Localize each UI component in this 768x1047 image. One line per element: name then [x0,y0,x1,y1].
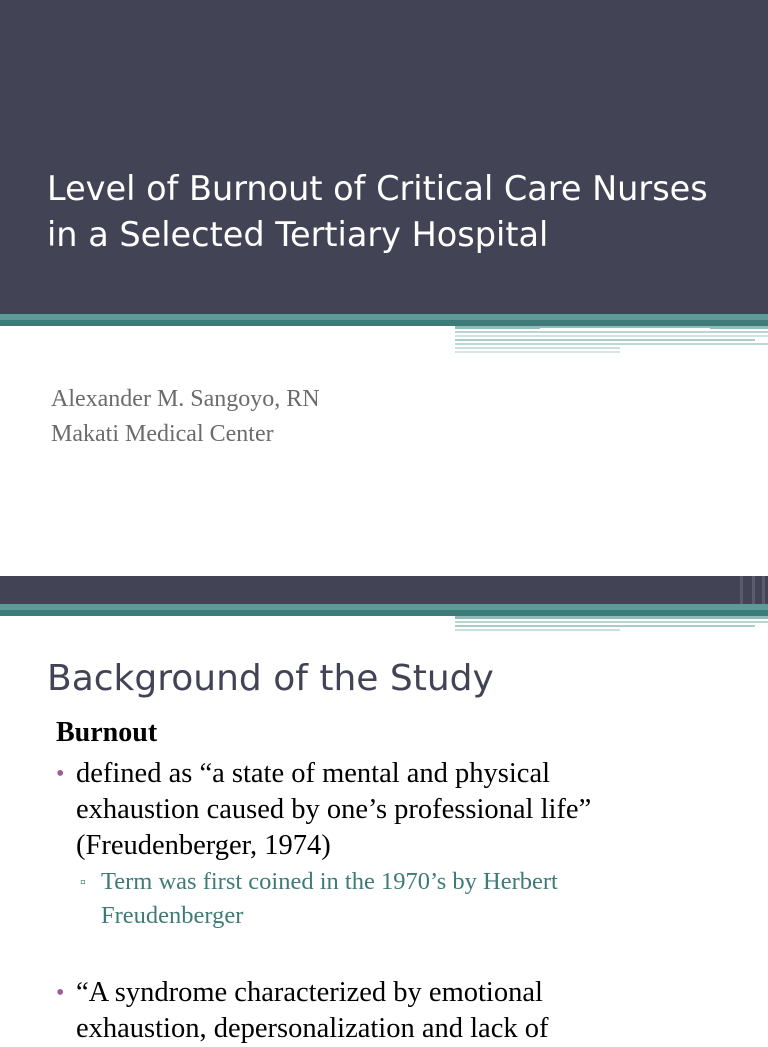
bullet-line: (Freudenberger, 1974) [76,830,331,861]
bullet-line: exhaustion, depersonalization and lack of [76,1013,549,1044]
decor-stripe [455,621,768,623]
decor-stripe [762,576,765,604]
decor-stripe [455,616,768,619]
slide-title [47,166,757,258]
decor-stripe [455,331,768,333]
header-band [0,576,768,604]
title-line: Level of Burnout of Critical Care Nurses [47,169,708,208]
decor-stripe [740,576,743,604]
bullet-line: “A syndrome characterized by emotional [76,977,543,1008]
decor-stripe [455,351,620,353]
bullet-dot-icon: • [56,980,65,1006]
bullet-text [76,756,756,864]
decor-stripe [752,576,755,604]
bullet-item [56,756,756,864]
bullet-line: defined as “a state of mental and physical [76,758,551,789]
bullet-item [56,975,756,1047]
title-line: in a Selected Tertiary Hospital [47,215,549,254]
decor-stripe [455,335,768,337]
decor-stripe [455,629,620,631]
section-label: Burnout [56,717,158,748]
bullet-text [76,975,756,1047]
content-slide [0,576,768,1044]
bullet-line: exhaustion caused by one’s professional life” [76,794,592,825]
slide-body [56,716,756,1047]
title-band [0,0,768,314]
sub-bullet-item [56,865,756,933]
sub-bullet-line: Freudenberger [101,902,244,929]
decor-stripe [455,343,768,345]
slide-gap [0,560,768,576]
subtitle [51,382,320,452]
slide-heading: Background of the Study [47,658,494,699]
decor-stripe [540,328,710,329]
decor-stripe [455,347,620,349]
decor-stripe [455,625,755,627]
bullet-dot-icon: • [56,761,65,787]
sub-bullet-square-icon: ▫ [80,874,86,891]
affiliation: Makati Medical Center [51,421,274,447]
decor-stripe [455,339,755,341]
sub-bullet-line: Term was first coined in the 1970’s by Herbert [101,868,558,895]
author-name: Alexander M. Sangoyo, RN [51,386,320,412]
